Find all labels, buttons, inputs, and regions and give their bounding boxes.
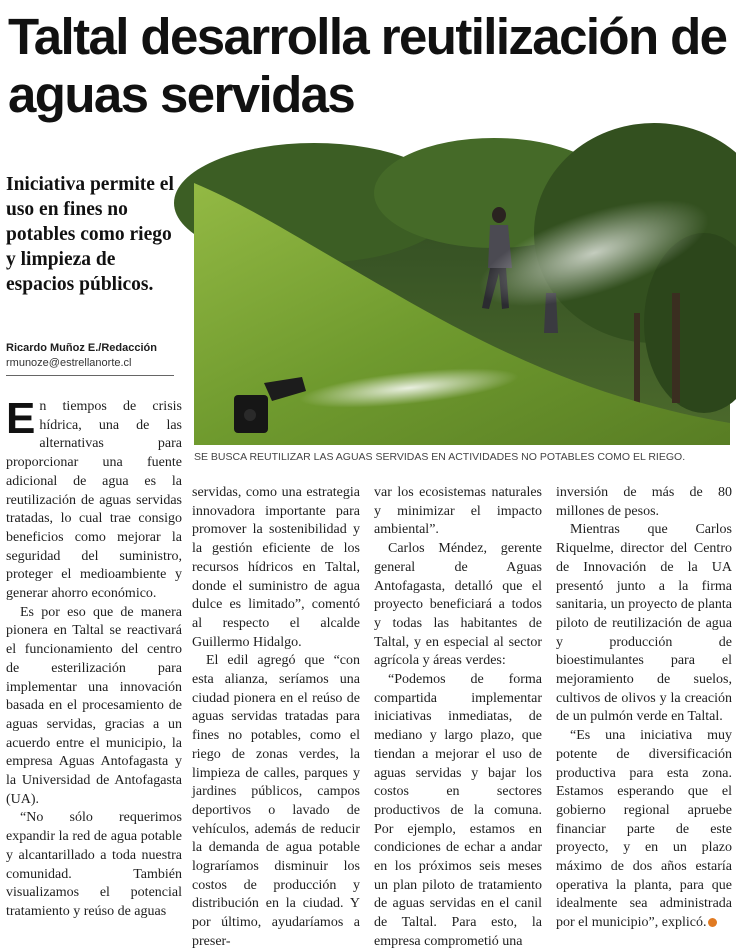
photo-caption: SE BUSCA REUTILIZAR LAS AGUAS SERVIDAS EN ACTIVIDADES NO POTABLES COMO EL RIEGO. [194,451,686,463]
body-paragraph: var los ecosistemas naturales y minimizar el impacto ambiental”. [374,485,542,538]
body-column-1 [6,394,182,919]
body-paragraph: n tiempos de crisis hídrica, una de las alternativas para proporcionar una fuente adicional de agua es la reutilización de aguas servidas tratadas, lo cual trae consigo beneficios como mejorar la seguridad del suministro, proteger el medioambiente y generar ahorro económico. [6,399,182,602]
article-photo [194,173,730,445]
sprinkler-photo-illustration [194,173,730,445]
body-paragraph: “Podemos de forma compartida implementar iniciativas inmediatas, de mediano y largo plazo, que tiendan a mejorar el uso de aguas servidas y bajar los costos en sectores productivos de la comuna. Por ejemplo, estamos en condiciones de echar a andar en los próximos seis meses un plan piloto de tratamiento de aguas servidas en el canil de Taltal. Para esto, la empresa comprometió una [374,672,542,949]
byline-author: Ricardo Muñoz E./Redacción [6,342,157,354]
drop-cap: E [6,394,36,443]
article-headline: Taltal desarrolla reutilización de aguas servidas [8,8,727,123]
byline-email: rmunoze@estrellanorte.cl [6,357,132,369]
body-paragraph: Mientras que Carlos Riquelme, director del Centro de Innovación de la UA presentó junto a la firma sanitaria, un proyecto de planta piloto de reutilización de agua y producción de bioestimulantes para el mejoramiento de suelos, cultivos de olivos y la creación de un pulmón verde en Taltal. [556,522,732,725]
body-paragraph: Es por eso que de manera pionera en Taltal se reactivará el funcionamiento del centro de esterilización para implementar una innovación basada en el procesamiento de aguas servidas, gracias a un acuerdo entre el municipio, la empresa Aguas Antofagasta y la Universidad de Antofagasta (UA). [6,604,182,807]
body-paragraph: El edil agregó que “con esta alianza, seríamos una ciudad pionera en el reúso de aguas servidas tratadas para fines no potables, como el riego de zonas verdes, la limpieza de calles, parques y jardines públicos, campos deportivos o lavado de vehículos, además de reducir la demanda de agua potable lograríamos disminuir los costos de producción y distribución en la ciudad. Y por último, ayudaríamos a preser- [192,653,360,949]
body-paragraph [556,727,732,933]
body-paragraph: “No sólo requerimos expandir la red de agua potable y alcantarillado a toda nuestra comunidad. También visualizamos el potencial tratamiento y reúso de aguas [6,810,182,919]
body-column-3 [374,484,542,949]
body-paragraph: Carlos Méndez, gerente general de Aguas Antofagasta, detalló que el proyecto beneficiará a todos y todas las habitantes de Taltal, y en especial al sector agrícola y áreas verdes: [374,541,542,669]
end-of-article-icon [708,918,717,927]
byline-divider [6,375,174,376]
body-column-4 [556,484,732,931]
article-subhead: Iniciativa permite el uso en fines no potables como riego y limpieza de espacios públicos. [6,174,174,295]
body-paragraph: inversión de más de 80 millones de pesos. [556,485,732,519]
body-paragraph: servidas, como una estrategia innovadora importante para promover la sostenibilidad y la gestión eficiente de los recursos hídricos en Taltal, donde el suministro de agua dulce es limitado”, comentó al respecto el alcalde Guillermo Hidalgo. [192,485,360,650]
body-paragraph-text: “Es una iniciativa muy potente de diversificación productiva para esta zona. Estamos esperando que el gobierno regional apruebe financiar parte de este proyecto, y en un plazo máximo de dos años estaría operativa la planta, para que idealmente sea administrada por el municipio”, explicó. [556,728,732,931]
body-column-2 [192,484,360,949]
